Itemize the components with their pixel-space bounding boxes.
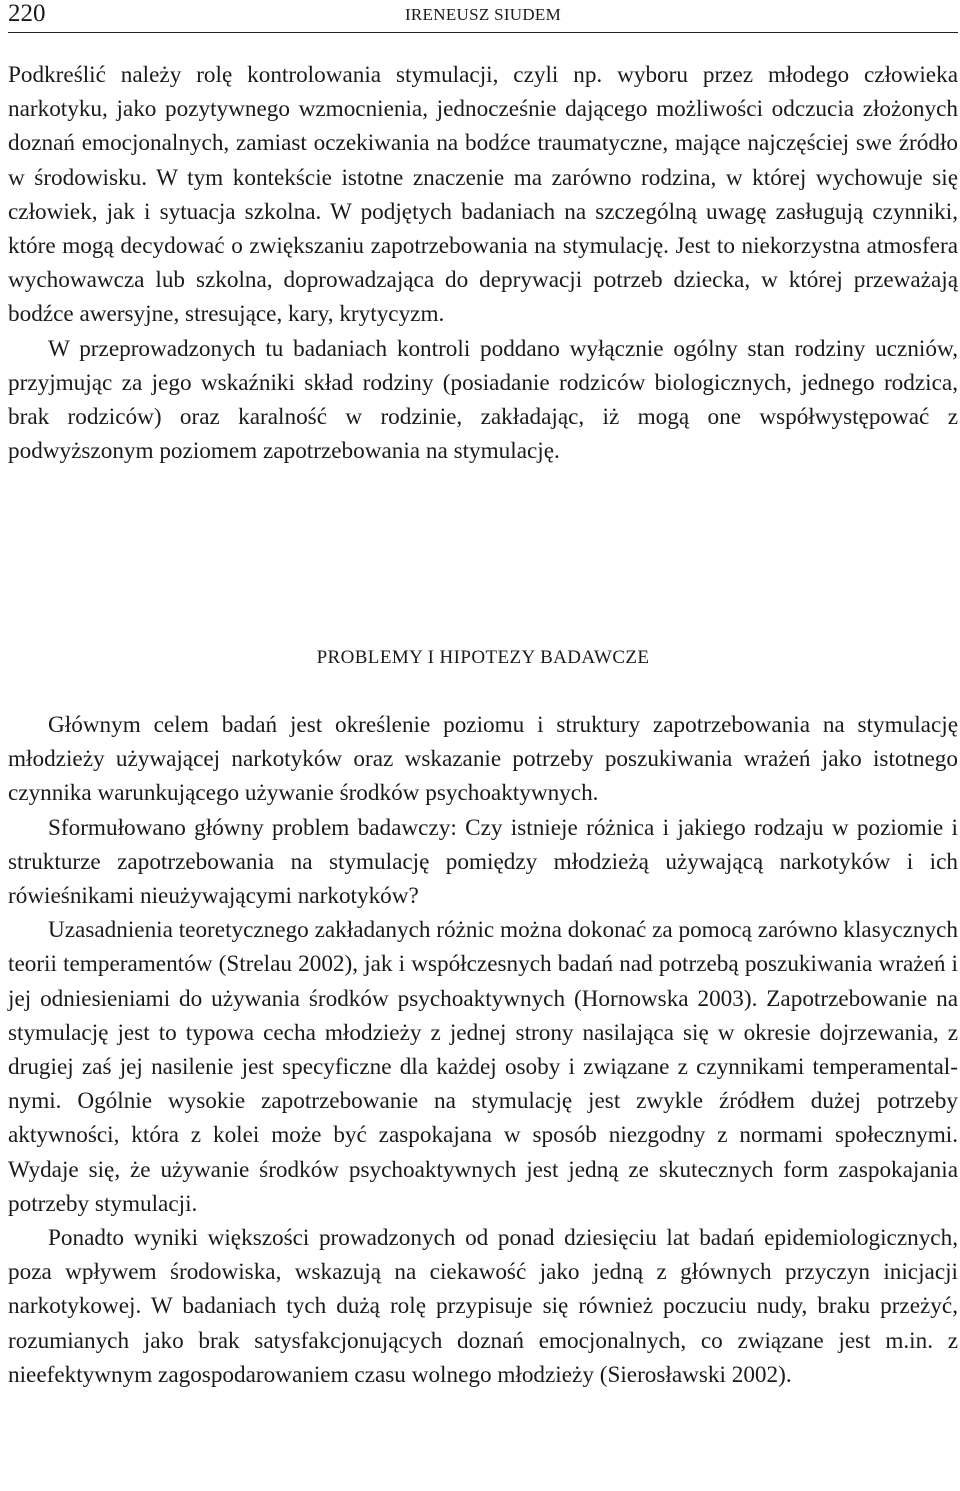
paragraph: Ponadto wyniki większości prowadzonych od ponad dziesięciu lat badań epidemiologicznych, poza wpływem środowiska, wskazują na ciekawość jako jedną z głównych przyczyn inicjacji narkotykowej. W badaniach tych dużą rolę przypisuje się również poczuciu nudy, braku przeżyć, rozumianych jako brak satysfakcjonujących doznań emocjonalnych, co związane jest m.in. z nieefektywnym zagospodarowaniem czasu wolnego młodzieży (Sierosławski 2002). (8, 1225, 958, 1388)
paragraph: Sformułowano główny problem badawczy: Czy istnieje różnica i jakiego rodzaju w poziomie i strukturze zapotrzebowania na stymulację pomiędzy młodzieżą używającą narkotyków i ich rówieśnikami nieużywającymi narkotyków? (8, 814, 958, 910)
paragraph: W przeprowadzonych tu badaniach kontroli poddano wyłącznie ogólny stan rodziny uczniów, przyjmując za jego wskaźniki skład rodziny (posiadanie rodziców biologicznych, jednego rodzica, brak rodziców) oraz karalność w rodzinie, zakładając, iż mogą one współwystępować z podwyższonym poziomem zapotrzebowania na stymulację. (8, 335, 958, 465)
paragraph: Głównym celem badań jest określenie poziomu i struktury zapotrzebowania na stymulację młodzieży używającej narkotyków oraz wskazanie potrzeby poszukiwania wrażeń jako istotnego czynnika warunkującego używanie środków psychoaktywnych. (8, 712, 958, 807)
paragraph: Uzasadnienia teoretycznego zakładanych różnic można dokonać za pomocą zarówno klasycznych teorii temperamentów (Strelau 2002), jak i współczesnych badań nad potrzebą poszukiwania wrażeń i jej odniesieniami do używania środków psychoaktywnych (Hornowska 2003). Zapotrzebowanie na stymulację jest to typowa cecha młodzieży z jednej strony nasilająca się w okresie dojrzewania, z drugiej zaś jej nasilenie jest specyficzne dla każdej osoby i związane z czynnikami temperamentalnymi. Ogólnie wysokie zapotrzebowanie na stymulację jest zwykle źródłem dużej potrzeby aktywności, która z kolei może być zaspokajana w sposób niezgodny z normami społecznymi. Wydaje się, że używanie środków psychoaktywnych jest jedną ze skutecznych form zaspokajania potrzeby stymulacji. (8, 917, 958, 1217)
running-header (8, 0, 958, 33)
body-text-section-2 (8, 708, 958, 1392)
body-text-section-1 (8, 58, 958, 468)
page-number: 220 (8, 0, 46, 27)
paragraph: Podkreślić należy rolę kontrolowania stymulacji, czyli np. wyboru przez młodego człowieka narkotyku, jako pozytywnego wzmocnienia, jednocześnie dającego możliwości odczucia złożonych doznań emocjonalnych, zamiast oczekiwania na bodźce traumatyczne, mające najczęściej swe źródło w środowisku. W tym kontekście istotne znaczenie ma zarówno rodzina, w której wychowuje się człowiek, jak i sytuacja szkolna. W podjętych badaniach na szczególną uwagę zasługują czynniki, które mogą decydować o zwiększaniu zapotrzebowania na stymulację. Jest to niekorzystna atmosfera wychowawcza lub szkolna, doprowadzająca do deprywacji potrzeb dziecka, w której przeważają bodźce awersyjne, stresujące, kary, krytycyzm. (8, 62, 958, 328)
book-page (8, 0, 958, 1388)
section-heading: PROBLEMY I HIPOTEZY BADAWCZE (316, 647, 650, 668)
running-title: IRENEUSZ SIUDEM (404, 5, 562, 24)
